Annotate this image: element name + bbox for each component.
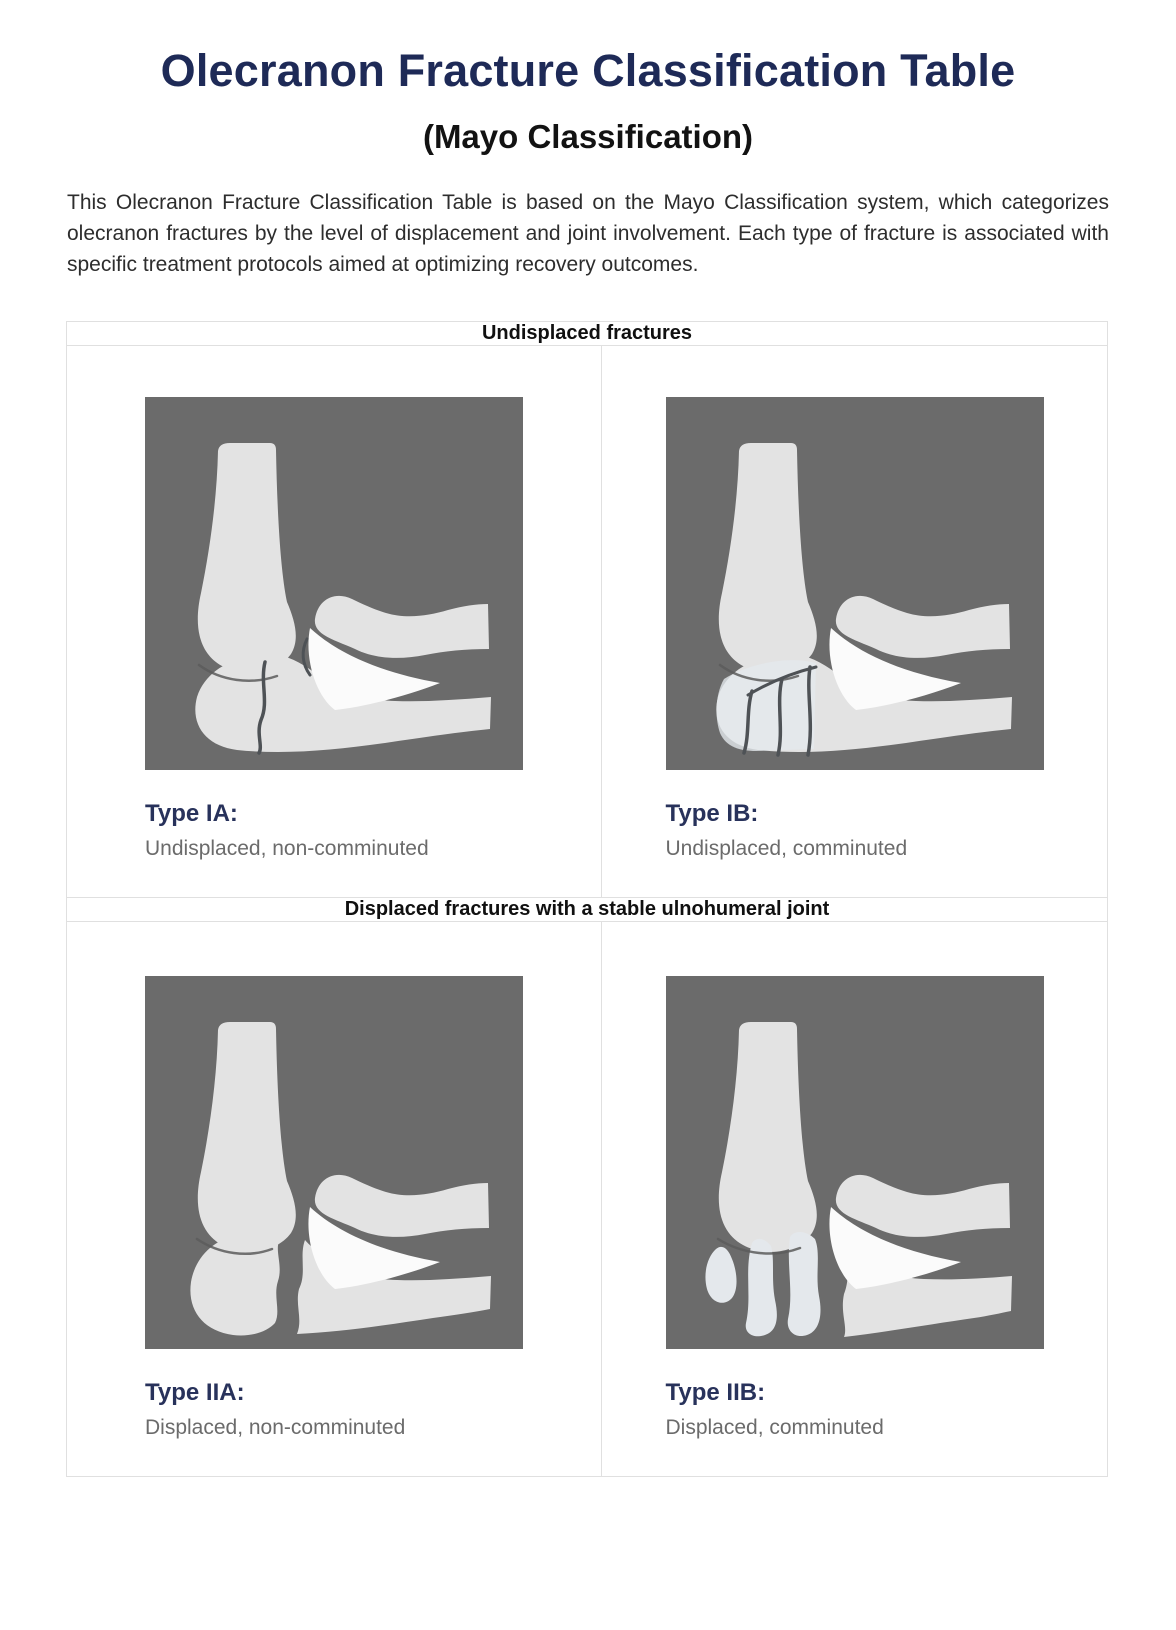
elbow-bones-drawing: [145, 397, 523, 770]
cell-type-ib: [602, 345, 1108, 897]
cell-type-iib: [602, 921, 1108, 1476]
type-iia-content: [145, 976, 523, 1440]
page-title: Olecranon Fracture Classification Table: [160, 45, 1016, 96]
type-ia-label: Type IA:: [145, 799, 238, 827]
section-header-row-displaced: [67, 897, 1108, 921]
section-header-undisplaced: Undisplaced fractures: [67, 321, 1108, 345]
type-ia-content: [145, 397, 523, 861]
undisplaced-row: [67, 345, 1108, 897]
type-ib-label: Type IB:: [665, 799, 759, 827]
type-iib-illustration elbow-xray-image: [666, 976, 1044, 1349]
type-iib-label: Type IIB:: [665, 1378, 766, 1406]
page-subtitle: (Mayo Classification): [422, 118, 754, 156]
cell-type-ia: [67, 345, 602, 897]
elbow-bones-drawing: [145, 976, 523, 1349]
classification-table: [66, 321, 1108, 1477]
type-ia-description: Undisplaced, non-comminuted: [145, 836, 429, 860]
type-iia-description: Displaced, non-comminuted: [145, 1415, 406, 1439]
type-ib-description: Undisplaced, comminuted: [665, 836, 908, 860]
elbow-bones-drawing: [666, 397, 1044, 770]
section-header-displaced: Displaced fractures with a stable ulnohumeral joint: [67, 897, 1108, 921]
type-ib-illustration elbow-xray-image: [666, 397, 1044, 770]
displaced-row: [67, 921, 1108, 1476]
type-iia-label: Type IIA:: [145, 1378, 245, 1406]
cell-type-iia: [67, 921, 602, 1476]
section-header-row-undisplaced: [67, 321, 1108, 345]
type-ib-content: [666, 397, 1044, 861]
type-iib-content: [666, 976, 1044, 1440]
type-iib-description: Displaced, comminuted: [665, 1415, 884, 1439]
intro-paragraph: This Olecranon Fracture Classification Table is based on the Mayo Classification system, which categorizes olecranon fractures by the level of displacement and joint involvement. Each type of fracture is associated with specific treatment protocols aimed at optimizing recovery outcomes.: [67, 190, 1109, 276]
type-ia-illustration elbow-xray-image: [145, 397, 523, 770]
elbow-bones-drawing: [666, 976, 1044, 1349]
type-iia-illustration elbow-xray-image: [145, 976, 523, 1349]
